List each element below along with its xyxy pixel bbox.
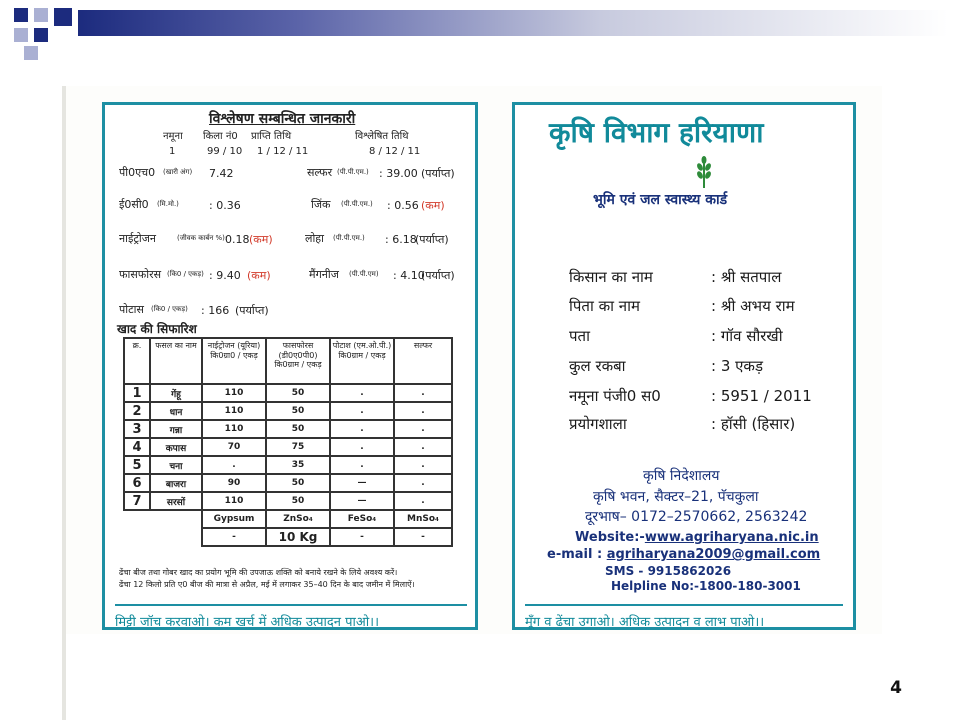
status-ok: (पर्याप्त)	[421, 167, 455, 180]
property-name: नाईट्रोजन	[119, 232, 157, 245]
deco-square	[14, 8, 28, 22]
email-row	[547, 548, 820, 561]
website-link[interactable]: www.agriharyana.nic.in	[644, 530, 819, 545]
table-cell: चना	[150, 456, 202, 474]
email-label: e-mail :	[547, 547, 603, 562]
field-value: : 3 एकड़	[711, 357, 763, 375]
header-value: 1 / 12 / 11	[257, 146, 309, 157]
property-name: पोटास	[119, 303, 144, 316]
table-cell: 90	[202, 474, 266, 492]
table-cell: .	[330, 438, 394, 456]
status-low: (कम)	[247, 269, 271, 282]
table-header: क्र.	[124, 338, 150, 384]
header-value: 1	[169, 146, 176, 157]
table-row	[124, 438, 452, 456]
property-name: फासफोरस	[119, 268, 162, 281]
status-low: (कम)	[249, 233, 273, 246]
field-value: : हॉसी (हिसार)	[711, 415, 796, 433]
property-value: : 166	[201, 304, 230, 317]
table-header: सल्फर	[394, 338, 452, 384]
field-value: : 5951 / 2011	[711, 387, 812, 405]
table-cell: 3	[124, 420, 150, 438]
field-label: कुल रकबा	[569, 357, 626, 375]
table-cell: .	[330, 456, 394, 474]
table-cell: 35	[266, 456, 330, 474]
table-cell: .	[394, 456, 452, 474]
right-slogan: मूँग व ढेंचा उगाओ। अधिक उत्पादन व लाभ पाओ।।	[525, 604, 843, 630]
website-label: Website:-	[575, 530, 645, 545]
table-header: फासफोरस (डी0ए0पी0) कि0ग्राम / एकड़	[266, 338, 330, 384]
table-header: ZnSo₄	[266, 510, 330, 528]
property-value: : 9.40	[209, 269, 241, 282]
sms-number: SMS - 9915862026	[605, 564, 732, 578]
card-subtitle: भूमि एवं जल स्वास्थ्य कार्ड	[593, 192, 728, 208]
field-label: नमूना पंजी0 स0	[569, 387, 661, 405]
field-value: : श्री अभय राम	[711, 297, 795, 315]
property-name: पी0एच0	[119, 166, 156, 179]
property-unit: (पी.पी.एम.)	[337, 168, 369, 176]
table-header: फसल का नाम	[150, 338, 202, 384]
table-cell: सरसों	[150, 492, 202, 510]
property-value: : 4.10	[393, 269, 425, 282]
table-cell: .	[394, 438, 452, 456]
table-cell: .	[330, 420, 394, 438]
fertilizer-table	[123, 337, 453, 547]
table-cell: .	[394, 474, 452, 492]
table-row	[124, 384, 452, 402]
table-header: MnSo₄	[394, 510, 452, 528]
table-cell: गन्ना	[150, 420, 202, 438]
website-row	[575, 531, 819, 544]
office-address: कृषि भवन, सैक्टर–21, पॅचकुला	[593, 489, 759, 505]
header-label: किला नं0	[203, 131, 238, 142]
table-cell: -	[394, 528, 452, 546]
health-card	[512, 102, 856, 630]
table-cell: .	[394, 402, 452, 420]
department-title: कृषि विभाग हरियाणा	[549, 116, 764, 149]
office-phone: दूरभाष– 0172–2570662, 2563242	[585, 509, 808, 525]
table-row	[124, 402, 452, 420]
table-cell: 7	[124, 492, 150, 510]
property-name: ई0सी0	[119, 198, 149, 211]
table-cell: 50	[266, 474, 330, 492]
field-label: पिता का नाम	[569, 297, 640, 315]
table-header-row	[124, 338, 452, 384]
table-cell: 110	[202, 384, 266, 402]
table-cell: 110	[202, 420, 266, 438]
table-cell: 10 Kg	[266, 528, 330, 546]
property-name: जिंक	[311, 198, 331, 211]
header-value: 99 / 10	[207, 146, 243, 157]
micronutrient-header-row	[124, 510, 452, 528]
table-cell: 70	[202, 438, 266, 456]
table-cell: 50	[266, 402, 330, 420]
property-unit: (पी.पी.एम)	[349, 270, 379, 278]
status-ok: (पर्याप्त)	[415, 233, 449, 246]
table-cell: 75	[266, 438, 330, 456]
wheat-logo-icon	[693, 155, 715, 189]
table-row	[124, 456, 452, 474]
field-label: किसान का नाम	[569, 268, 653, 286]
table-cell: —	[330, 492, 394, 510]
header-label: प्राप्ति तिथि	[251, 131, 292, 142]
deco-square	[34, 8, 48, 22]
table-row	[124, 474, 452, 492]
table-cell: कपास	[150, 438, 202, 456]
deco-square	[14, 28, 28, 42]
note-line: ढेंचा बीज तथा गोबर खाद का प्रयोग भूमि की उपजाऊ शक्ति को बनाये रखने के लिये अवश्य करें।	[119, 568, 398, 577]
property-unit: (कि0 / एकड़)	[167, 270, 204, 278]
table-cell: .	[394, 420, 452, 438]
table-header: Gypsum	[202, 510, 266, 528]
property-value: : 39.00	[379, 167, 418, 180]
status-low: (कम)	[421, 199, 445, 212]
property-value: : 6.18	[385, 233, 417, 246]
property-unit: (जीवक कार्बन %):	[177, 234, 228, 242]
table-cell: 110	[202, 402, 266, 420]
table-cell: 5	[124, 456, 150, 474]
property-name: सल्फर	[307, 166, 333, 179]
field-value: : गॉव सौरखी	[711, 327, 783, 345]
table-cell: 110	[202, 492, 266, 510]
left-slogan: मिट्टी जॉच करवाओ। कम खर्च में अधिक उत्पादन पाओ।।	[115, 604, 467, 630]
table-cell: 6	[124, 474, 150, 492]
analysis-title: विश्लेषण सम्बन्धित जानकारी	[209, 111, 356, 127]
deco-square	[54, 8, 72, 26]
property-unit: (खारी अंग)	[163, 168, 193, 176]
property-name: लोहा	[305, 232, 324, 245]
table-cell: 50	[266, 420, 330, 438]
table-cell: धान	[150, 402, 202, 420]
header-label: नमूना	[163, 131, 183, 142]
helpline-number: Helpline No:-1800-180-3001	[611, 579, 801, 593]
header-label: विश्लेषित तिथि	[355, 131, 409, 142]
table-cell: —	[330, 474, 394, 492]
table-row	[124, 492, 452, 510]
property-value: 0.18	[225, 233, 250, 246]
slide-number: 4	[890, 678, 902, 698]
table-cell: .	[330, 384, 394, 402]
property-value: : 0.36	[209, 199, 241, 212]
table-cell: गेंहू	[150, 384, 202, 402]
header-value: 8 / 12 / 11	[369, 146, 421, 157]
deco-square	[24, 46, 38, 60]
status-ok: (पर्याप्त)	[421, 269, 455, 282]
property-unit: (पी.पी.एम.)	[341, 200, 373, 208]
table-cell: 1	[124, 384, 150, 402]
table-row	[124, 420, 452, 438]
property-unit: (पी.पी.एम.)	[333, 234, 365, 242]
table-header: पोटाश (एम.ओ.पी.) कि0ग्राम / एकड़	[330, 338, 394, 384]
table-cell: 50	[266, 492, 330, 510]
table-cell: -	[330, 528, 394, 546]
status-ok: (पर्याप्त)	[235, 304, 269, 317]
table-cell: -	[202, 528, 266, 546]
note-line: ढेंचा 12 किलो प्रति ए0 बीज की मात्रा से अप्रैल, मई में लगाकर 35–40 दिन के बाद जमीन में मिलाऐं।	[119, 580, 415, 589]
office-name: कृषि निदेशालय	[643, 468, 720, 484]
property-unit: (कि0 / एकड़)	[151, 305, 188, 313]
field-value: : श्री सतपाल	[711, 268, 782, 286]
table-cell: 4	[124, 438, 150, 456]
email-link[interactable]: agriharyana2009@gmail.com	[606, 547, 821, 562]
micronutrient-value-row	[124, 528, 452, 546]
table-cell: .	[330, 402, 394, 420]
property-value: 7.42	[209, 167, 234, 180]
analysis-card	[102, 102, 478, 630]
header-gradient-bar	[78, 10, 948, 36]
table-header: नाईट्रोजन (यूरिया) कि0ग्रा0 / एकड़	[202, 338, 266, 384]
table-cell: .	[202, 456, 266, 474]
table-cell: 50	[266, 384, 330, 402]
table-cell: बाजरा	[150, 474, 202, 492]
field-label: प्रयोगशाला	[569, 415, 627, 433]
field-label: पता	[569, 327, 590, 345]
property-unit: (मि.मो.)	[157, 200, 179, 208]
deco-square	[34, 28, 48, 42]
table-cell: .	[394, 492, 452, 510]
table-header: FeSo₄	[330, 510, 394, 528]
property-value: : 0.56	[387, 199, 419, 212]
table-cell: 2	[124, 402, 150, 420]
recommendation-title: खाद की सिफारिश	[117, 322, 197, 336]
table-cell: .	[394, 384, 452, 402]
property-name: मैंगनीज	[309, 268, 339, 281]
